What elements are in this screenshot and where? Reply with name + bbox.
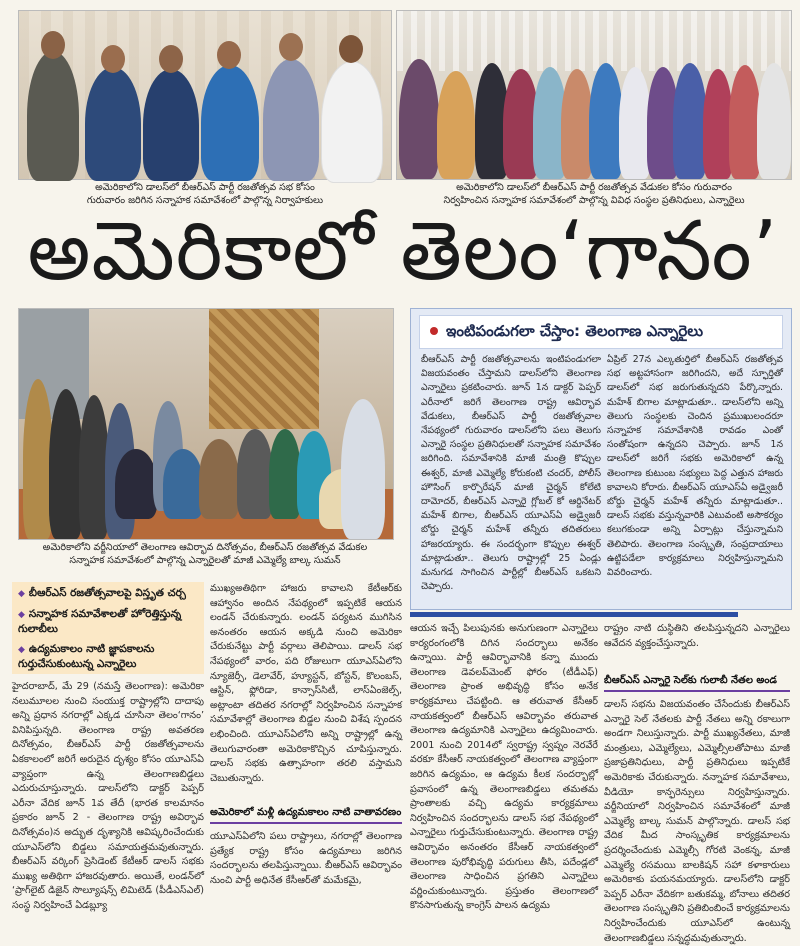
highlight-text: ఉద్యమకాలం నాటి జ్ఞాపకాలను గుర్తుచేసుకుంటున్న ఎన్నారైలు (18, 643, 155, 670)
bullet-icon: ◆ (18, 645, 25, 655)
article-col4 (604, 622, 790, 944)
article-col4-subhead: బీఆర్‌ఎస్ ఎన్నారై సెల్‌కు గులాబీ నేతల అండ (604, 674, 790, 692)
divider-rule (410, 612, 738, 617)
highlight-item (12, 638, 204, 673)
sidebar-box (410, 308, 792, 610)
caption-line: సన్నాహక సమావేశంలో పాల్గొన్న ఎన్నారైలతో మాజీ ఎమ్మెల్యే బాల్క సుమన్ (69, 555, 341, 566)
article-col2-subhead: అమెరికాలో మళ్లీ ఉద్యమకాలం నాటి వాతావరణం (210, 806, 402, 824)
article-col4-text: రాష్ట్రం నాటి దుస్థితిని తలపిస్తున్నదని ఎన్నారైలు ఆవేదన వ్యక్తంచేస్తున్నారు. (604, 623, 790, 649)
article-col1: హైదరాబాద్, మే 29 (నమస్తే తెలంగాణ): అమెరికా నలుమూలల నుంచి సంయుక్త రాష్ట్రాల్లోని దాదాపు అన్ని ప్రధాన నగరాల్లో ఎక్కడ చూసినా తెలం‘గానం’ వినిపిస్తున్నది. తెలంగాణ రాష్ట్ర అవతరణ దినోత్సవం, బీఆర్‌ఎస్ పార్టీ రజతోత్సవాలను ఏకకాలంలో జరిగే అరుదైన దృశ్యం కోసం యూఎస్‌ఏ వ్యాప్తంగా ఉన్న తెలంగాణబిడ్డలు ఎదురుచూస్తున్నారు. డాలస్‌లోని డాక్టర్ పెప్పర్ ఎరీనా వేదిక జూన్ 1వ తేదీ (భారత కాలమానం ప్రకారం జూన్ 2 - తెలంగాణ రాష్ట్ర అవిర్భావ దినోత్సవం)న అద్భుత దృశ్యానికి ఆవిష్కరించేందుకు యూఎస్‌లోని బిడ్డలు సమాయత్తమవుతున్నారు. బీఆర్‌ఎస్ వర్కింగ్ ప్రెసిడెంట్ కేటీఆర్ డాలస్ సభకు ముఖ్య అతిథిగా హాజరవుతారు. అయితే, లండన్‌లో ‘ప్రాగ్‌లైట్ డిజైన్ సొల్యూషన్స్ లిమిటెడ్ (పీడీఎస్‌ఎల్) సంస్థ నిర్వహించే ఏడబ్ల్యూ (12, 681, 204, 911)
headline: అమెరికాలో తెలం‘గానం’ (27, 204, 779, 299)
highlight-text: సన్నాహక సమావేశాలతో హోరెత్తిస్తున్న గులాబీలు (18, 608, 182, 635)
bullet-icon: ◆ (18, 589, 25, 599)
caption-line: అమెరికాలోని వర్జీనియాలో తెలంగాణ ఆవిర్భావ దినోత్సవం, బీఆర్‌ఎస్ రజతోత్సవ వేడుకల (42, 542, 368, 553)
article-col2-text: ముఖ్యఅతిథిగా హాజరు కావాలని కేటీఆర్‌కు ఆహ్వానం అందిన నేపథ్యంలో ఇప్పటికే ఆయన లండన్ చేరుకున్నారు. లండన్ పర్యటన ముగిసిన అనంతరం ఆయన అక్కడి నుంచి అమెరికా చేరుకునేట్టు పార్టీ వర్గాలు తెలిపాయి. డాలస్ సభ నేపథ్యంలో వారం, పది రోజులుగా యూఎస్‌ఏలోని న్యూజెర్సీ, డెలావేర్, హ్యూస్టన్, బోస్టన్, కొలంబస్, ఆస్టిన్, ఫ్లోరిడా, కాన్సాస్‌సిటీ, లాస్‌ఏంజెల్స్, అట్లాంటా తదితర నగరాల్లో నిర్వహించిన సన్నాహక సమావేశాల్లో తెలంగాణ బిడ్డల నుంచి విశేష స్పందన లభించింది. యూఎస్‌ఏలోని అన్ని రాష్ట్రాల్లో ఉన్న తెలుగువారంతా అమెరికాకొచ్చిన చూపిస్తున్నారు. డాలస్ సభకు ఉత్సాహంగా తరలి వస్తామని చెబుతున్నారు. (210, 583, 402, 784)
highlight-item (12, 582, 204, 603)
caption-line: గురువారం జరిగిన సన్నాహక సమావేశంలో పాల్గొన్న నిర్వాహకులు (86, 195, 324, 206)
article-col4-text-b: డాలస్ సభను విజయవంతం చేసేందుకు బీఆర్‌ఎస్ ఎన్నారై సెల్ నేతలకు పార్టీ నేతలు అన్ని రకాలుగా అండగా నిలుస్తున్నారు. పార్టీ ముఖ్యనేతలు, మాజీ మంత్రులు, ఎమ్మెల్యేలు, ఎమ్మెల్సీలతోపాటు మాజీ ప్రజాప్రతినిధులు, పార్టీ ప్రతినిధులు ఇప్పటికే అమెరికాకు చేరుకున్నారు. నన్నాహక సమావేశాలు, వీడియో కాన్ఫరెన్సులు నిర్వహిస్తున్నారు. వర్జీనియాలో నిర్వహించిన సమావేశంలో మాజీ ఎమ్మెల్యే బాల్క సుమన్ పాల్గొన్నారు. డాలస్ సభ వేదిక మీద సాంస్కృతిక కార్యక్రమాలను ప్రదర్శించేందుకు ఎమ్మెల్సీ గోరటి వెంకన్న, మాజీ ఎమ్మెల్యే రసమయి బాలకిషన్ సహా కళాకారులు అమెరికాకు పయనమయ్యారు. డాలస్‌లోని డాక్టర్ పెప్పర్ ఎరీనా వేదికగా బతుకమ్మ, బోనాలు తదితర తెలంగాణ సంస్కృతిని ప్రతిబింబించే కార్యక్రమాలను నిర్వహించేందుకు యూఎస్‌లో ఉంటున్న తెలంగాణబిడ్డలు సన్నద్ధమవుతున్నారు. (604, 699, 790, 944)
photo-middle (18, 308, 394, 540)
caption-line: నిర్వహించిన సన్నాహక సమావేశంలో పాల్గొన్న వివిధ సంస్థల ప్రతినిధులు, ఎన్నారైలు (443, 195, 745, 206)
bullet-icon (430, 327, 438, 335)
sidebar-box-col1: బీఆర్‌ఎస్ పార్టీ రజతోత్సవాలను ఇంటిపండుగలా విజయవంతం చేస్తామని డాలస్‌లోని తెలంగాణ ఎన్నారైలు ప్రకటించారు. జూన్ 1న డాక్టర్ పెప్పర్ ఎరీనాలో జరిగే తెలంగాణ రాష్ట్ర ఆవిర్భావ వేడుకలు, బీఆర్‌ఎస్ పార్టీ రజతోత్సవాల నేపథ్యంలో గురువారం డాలస్‌లోని పలు తెలుగు ఎన్నారై సంస్థల ప్రతినిధులతో సన్నాహక సమావేశం జరిగింది. సమావేశానికి మాజీ మంత్రి కొప్పుల ఈశ్వర్, మాజీ ఎమ్మెల్యే కోరుకంటి చందర్, పోలీస్ హౌసింగ్ కార్పొరేషన్ మాజీ చైర్మన్ కోలేటి దామోదర్, బీఆర్‌ఎస్ ఎన్నారై గ్లోబల్ కో ఆర్డినేటర్ మహేశ్ బిగాల, బీఆర్‌ఎస్ యూఎస్‌ఏ అడ్వైజరీ బోర్డు చైర్మన్ మహేశ్ తన్నీరు తదితరులు హాజరయ్యారు. ఈ సందర్భంగా కొప్పుల ఈశ్వర్ మాట్లాడుతూ.. తెలుగు రాష్ట్రాల్లో 25 ఏండ్లు మనుగడ సాగించిన పార్టీల్లో బీఆర్‌ఎస్ ఒకటని చెప్పారు. (421, 354, 601, 593)
photo-top-right (396, 10, 792, 180)
photo-middle-caption (20, 541, 390, 567)
highlight-text: బీఆర్‌ఎస్ రజతోత్సవాలపై విస్తృత చర్చ (28, 587, 186, 599)
article-col2-text-b: యూఎస్‌ఏలోని పలు రాష్ట్రాలు, నగరాల్లో తెలంగాణ ప్రత్యేక రాష్ట్ర కోసం ఉద్యమాలు జరిగిన సందర్భాలను తలపిస్తున్నాయి. బీఆర్‌ఎస్ ఆవిర్భావం నుంచి పార్టీ అధినేత కేసీఆర్‌తో మమేకమై, (210, 831, 402, 886)
sidebar-box-col2: ఏప్రిల్ 27న ఎల్కతుర్తిలో బీఆర్‌ఎస్ రజతోత్సవ సభ అట్టహాసంగా జరిగిందని, అదే స్ఫూర్తితో డాలస్‌లో సభ జరుగుతున్నదని పేర్కొన్నారు. మహేశ్ బిగాల మాట్లాడుతూ.. డాలస్‌లోని అన్ని తెలుగు సంస్థలకు చెందిన ప్రముఖులందరూ సన్నాహక సమావేశానికి రావడం ఎంతో సంతోషంగా ఉన్నదని చెప్పారు. జూన్ 1న డాలస్‌లో జరిగే సభకు అమెరికాలో ఉన్న తెలంగాణ కుటుంబ సభ్యులు పెద్ద ఎత్తున హాజరు కావాలని కోరారు. బీఆర్‌ఎస్ యూఎస్‌ఏ అడ్వైజరీ బోర్డు చైర్మన్ మహేశ్ తన్నీరు మాట్లాడుతూ.. డాలస్ సభకు వస్తున్నవారికి ఎటువంటి అసౌకర్యం కలుగకుండా అన్ని ఏర్పాట్లు చేస్తున్నామని తెలిపారు. తెలంగాణ సంస్కృతి, సంప్రదాయాలు ఉట్టిపడేలా కార్యక్రమాలు నిర్వహిస్తున్నామని వివరించారు. (607, 354, 783, 579)
caption-line: అమెరికాలోని డాలస్‌లో బీఆర్‌ఎస్ పార్టీ రజతోత్సవ సభ కోసం (95, 182, 315, 193)
sidebar-box-title: ఇంటిపండుగలా చేస్తాం: తెలంగాణ ఎన్నారైలు (446, 322, 704, 340)
sidebar-box-header (419, 315, 783, 349)
article-col2 (210, 582, 402, 908)
bullet-icon: ◆ (18, 610, 25, 620)
highlights-box (12, 582, 204, 674)
photo-top-left (18, 10, 392, 180)
caption-line: అమెరికాలోని డాలస్‌లో బీఆర్‌ఎస్ పార్టీ రజతోత్సవ వేడుకల కోసం గురువారం (456, 182, 732, 193)
article-col3: ఆయన ఇచ్చే పిలుపునకు అనుగుణంగా ఎన్నారైలు కార్యరంగంలోకి దిగిన సందర్భాలు అనేకం ఉన్నాయి. పార్టీ ఆవిర్భావానికి కన్నా ముందు తెలంగాణ డెవలప్‌మెంట్ ఫోరం (టీడీఎఫ్) తెలంగాణ ప్రాంత అభివృద్ధి కోసం అనేక కార్యక్రమాలు చేపట్టింది. ఆ తరువాత కేసీఆర్ నాయకత్వంలో బీఆర్‌ఎస్ ఆవిర్భావం తరువాత తెలంగాణ ఉద్యమానికి ఎన్నారైలు ఉద్యమించారు. 2001 నుంచి 2014లో స్వరాష్ట్ర స్వప్నం నెరవేరే వరకూ కేసీఆర్ నాయకత్వంలో తెలంగాణ వ్యాప్తంగా జరిగిన ఉద్యమం, ఆ ఉద్యమ కీలక సందర్భాల్లో ప్రవాసంలో ఉన్న తెలంగాణబిడ్డలు తమతమ ప్రాంతాలకు వచ్చి ఉద్యమ కార్యక్రమాలు నిర్వహించిన సందర్భాలను డాలస్ సభ నేపథ్యంలో ఎన్నారైలు గుర్తుచేసుకుంటున్నారు. తెలంగాణ రాష్ట్ర ఆవిర్భావం అనంతరం కేసీఆర్ నాయకత్వంలో తెలంగాణ పురోభివృద్ధి పరుగులు తీసి, పదేండ్లలో తెలంగాణ సాధించిన ప్రగతిని ఎన్నారైలు వర్ణించుకుంటున్నారు. ప్రస్తుతం తెలంగాణలో కొనసాగుతున్న కాంగ్రెస్ పాలన ఉద్యమ (410, 623, 598, 912)
highlight-item (12, 603, 204, 638)
